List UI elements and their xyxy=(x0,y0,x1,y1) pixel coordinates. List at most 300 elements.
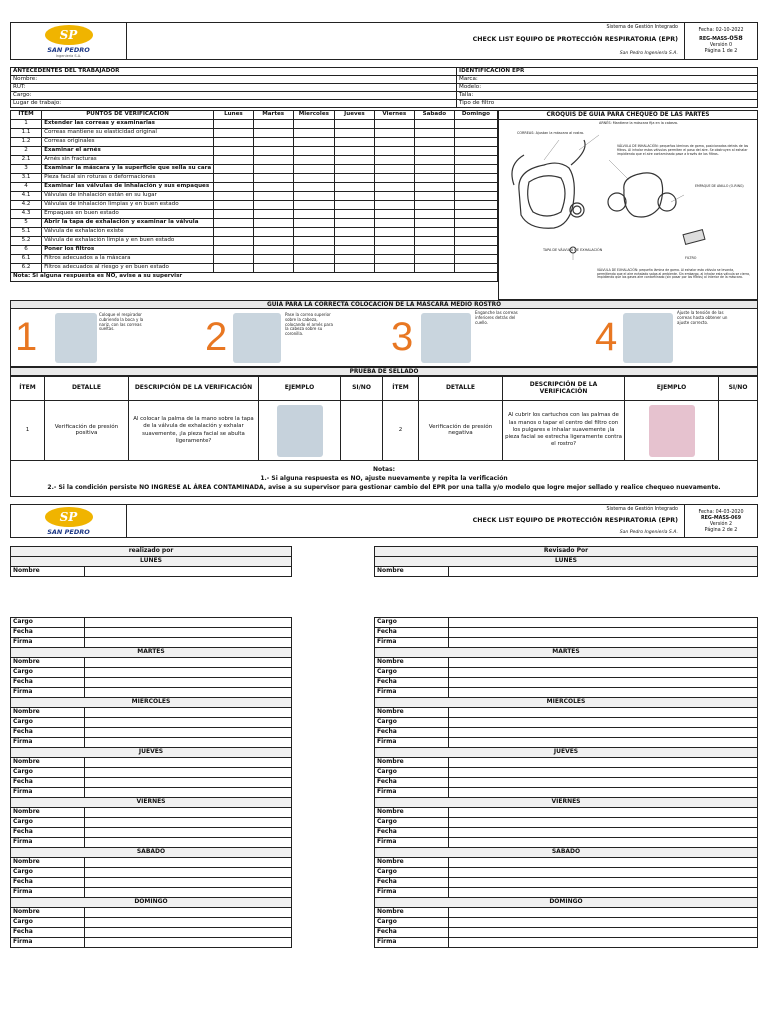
sign-left-firma-label: Firma xyxy=(11,888,85,898)
sign-right-nombre-label: Nombre xyxy=(375,758,449,768)
checklist-day-cell[interactable] xyxy=(374,192,414,201)
sign-left-firma-field[interactable] xyxy=(85,888,292,898)
sign-right-lunes-fecha-field[interactable] xyxy=(449,628,758,638)
col-sunday: Domingo xyxy=(454,111,497,120)
checklist-day-cell[interactable] xyxy=(214,183,254,192)
sign-left-fecha-label: Fecha xyxy=(11,828,85,838)
checklist-day-cell[interactable] xyxy=(414,165,454,174)
checklist-day-cell[interactable] xyxy=(293,174,334,183)
checklist-day-cell[interactable] xyxy=(293,264,334,273)
logo-mark-2: SP xyxy=(45,507,93,527)
seal-header-row xyxy=(11,377,758,401)
epr-size-field[interactable]: Talla: xyxy=(457,92,758,100)
checklist-day-cell[interactable] xyxy=(454,147,497,156)
checklist-day-cell[interactable] xyxy=(454,183,497,192)
doc-code-number: 058 xyxy=(729,34,743,42)
checklist-item-text: Válvulas de inhalación limpias y en buen estado xyxy=(42,201,214,210)
sign-right-firma-label: Firma xyxy=(375,688,449,698)
checklist-day-cell[interactable] xyxy=(335,147,375,156)
checklist-item-text: Poner los filtros xyxy=(42,246,214,255)
checklist-day-cell[interactable] xyxy=(374,147,414,156)
sign-right-cargo-label: Cargo xyxy=(375,668,449,678)
sign-right-firma-field[interactable] xyxy=(449,688,758,698)
checklist-day-cell[interactable] xyxy=(293,210,334,219)
checklist-day-cell[interactable] xyxy=(253,228,293,237)
checklist-item-text: Examinar el arnés xyxy=(42,147,214,156)
seal-example-1 xyxy=(259,401,341,461)
checklist-day-cell[interactable] xyxy=(253,219,293,228)
sign-right-lunes-fecha-label: Fecha xyxy=(375,628,449,638)
sign-right-cargo-field[interactable] xyxy=(449,718,758,728)
checklist-row xyxy=(11,138,498,147)
sign-right-firma-label: Firma xyxy=(375,788,449,798)
sign-left-title: realizado por xyxy=(11,547,292,557)
checklist-day-cell[interactable] xyxy=(253,210,293,219)
sign-right-nombre-field[interactable] xyxy=(449,908,758,918)
sign-left-nombre-field[interactable] xyxy=(85,708,292,718)
sign-right-fecha-label: Fecha xyxy=(375,678,449,688)
checklist-day-cell[interactable] xyxy=(293,138,334,147)
checklist-day-cell[interactable] xyxy=(214,228,254,237)
sign-right-fecha-label: Fecha xyxy=(375,778,449,788)
checklist-day-cell[interactable] xyxy=(335,219,375,228)
checklist-day-cell[interactable] xyxy=(214,138,254,147)
checklist-day-cell[interactable] xyxy=(374,165,414,174)
checklist-item-number: 2.1 xyxy=(11,156,42,165)
checklist-row xyxy=(11,237,498,246)
seal-notes-row xyxy=(11,461,758,497)
sign-left-cargo-field[interactable] xyxy=(85,868,292,878)
sign-left-lunes-name-field[interactable] xyxy=(85,567,292,577)
checklist-day-cell[interactable] xyxy=(214,174,254,183)
checklist-item-text: Válvulas de inhalación están en su lugar xyxy=(42,192,214,201)
checklist-day-cell[interactable] xyxy=(454,165,497,174)
worker-name-field[interactable]: Nombre: xyxy=(11,76,457,84)
checklist-day-cell[interactable] xyxy=(335,264,375,273)
sign-left-cargo-field[interactable] xyxy=(85,918,292,928)
sign-right-firma-field[interactable] xyxy=(449,788,758,798)
sign-right-fecha-field[interactable] xyxy=(449,778,758,788)
sign-right-nombre-field[interactable] xyxy=(449,808,758,818)
checklist-day-cell[interactable] xyxy=(414,129,454,138)
seal-col-item-1: ÍTEM xyxy=(11,377,45,401)
checklist-day-cell[interactable] xyxy=(253,255,293,264)
checklist-day-cell[interactable] xyxy=(335,129,375,138)
checklist-row xyxy=(11,228,498,237)
checklist-row xyxy=(11,156,498,165)
sign-left-fecha-label: Fecha xyxy=(11,928,85,938)
sign-left-column xyxy=(10,546,292,948)
checklist-day-cell[interactable] xyxy=(454,129,497,138)
checklist-day-cell[interactable] xyxy=(293,192,334,201)
sign-left-cargo-field[interactable] xyxy=(85,768,292,778)
checklist-row xyxy=(11,210,498,219)
checklist-day-cell[interactable] xyxy=(214,210,254,219)
checklist-day-cell[interactable] xyxy=(293,165,334,174)
mask-outline-left xyxy=(512,140,585,228)
checklist-row xyxy=(11,255,498,264)
sign-left-firma-label: Firma xyxy=(11,938,85,948)
checklist-day-cell[interactable] xyxy=(253,156,293,165)
seal-notes xyxy=(11,461,758,497)
sign-right-fecha-label: Fecha xyxy=(375,928,449,938)
checklist-day-cell[interactable] xyxy=(293,147,334,156)
checklist-item-number: 4.1 xyxy=(11,192,42,201)
checklist-day-cell[interactable] xyxy=(454,120,497,129)
epr-filter-field[interactable]: Tipo de filtro xyxy=(457,100,758,108)
col-saturday: Sabado xyxy=(414,111,454,120)
checklist-day-cell[interactable] xyxy=(253,183,293,192)
checklist-day-cell[interactable] xyxy=(454,237,497,246)
sign-right-nombre-label: Nombre xyxy=(375,908,449,918)
checklist-day-cell[interactable] xyxy=(214,120,254,129)
sign-right-firma-field[interactable] xyxy=(449,938,758,948)
checklist-item-text: Abrir la tapa de exhalación y examinar la válvula xyxy=(42,219,214,228)
label-straps: CORREAS: Ajustan la máscara al rostro. xyxy=(517,131,585,135)
checklist-item-number: 1.1 xyxy=(11,129,42,138)
sign-left-lunes-firma-field[interactable] xyxy=(85,638,292,648)
checklist-day-cell[interactable] xyxy=(293,255,334,264)
seal-answer-2[interactable] xyxy=(719,401,758,461)
sign-left-fecha-field[interactable] xyxy=(85,828,292,838)
checklist-day-cell[interactable] xyxy=(414,192,454,201)
checklist-day-cell[interactable] xyxy=(454,264,497,273)
sign-right-day-header: JUEVES xyxy=(375,748,758,758)
checklist-day-cell[interactable] xyxy=(374,228,414,237)
sign-left-nombre-field[interactable] xyxy=(85,658,292,668)
doc-code-2: REG-MASS-069 xyxy=(700,515,742,521)
sign-right-lunes-cargo-field[interactable] xyxy=(449,618,758,628)
company-logo xyxy=(11,23,127,59)
checklist-day-cell[interactable] xyxy=(253,165,293,174)
checklist-row xyxy=(11,192,498,201)
checklist-day-cell[interactable] xyxy=(335,246,375,255)
sign-right-fecha-field[interactable] xyxy=(449,828,758,838)
sign-left-firma-field[interactable] xyxy=(85,938,292,948)
checklist-day-cell[interactable] xyxy=(335,192,375,201)
checklist-day-cell[interactable] xyxy=(335,138,375,147)
epr-brand-field[interactable]: Marca: xyxy=(457,76,758,84)
checklist-day-cell[interactable] xyxy=(214,192,254,201)
checklist-day-cell[interactable] xyxy=(374,264,414,273)
step-3-text: Enganche las correas inferiores detrás del cuello. xyxy=(475,310,518,325)
label-harness: ARNÉS: Mantiene la máscara fija en la cabeza. xyxy=(599,121,679,125)
checklist-day-cell[interactable] xyxy=(214,255,254,264)
checklist-day-cell[interactable] xyxy=(253,192,293,201)
checklist-day-cell[interactable] xyxy=(214,147,254,156)
sign-right-cargo-field[interactable] xyxy=(449,768,758,778)
checklist-day-cell[interactable] xyxy=(414,219,454,228)
sign-left-firma-label: Firma xyxy=(11,688,85,698)
sign-right-nombre-field[interactable] xyxy=(449,708,758,718)
checklist-day-cell[interactable] xyxy=(374,219,414,228)
seal-col-detail-2: DETALLE xyxy=(419,377,503,401)
checklist-day-cell[interactable] xyxy=(374,138,414,147)
sign-left-firma-field[interactable] xyxy=(85,788,292,798)
sign-left-cargo-label: Cargo xyxy=(11,818,85,828)
sign-left-nombre-field[interactable] xyxy=(85,908,292,918)
page2-header xyxy=(10,504,758,538)
label-inhalation-valve: VÁLVULA DE INHALACIÓN: pequeños láminas de goma, posicionadas detrás de los filtros. Al inhalar estas válvulas permiten el paso del aire. Se obstruyen al exhalar impidiendo que el aire contaminado pase a través de los filtros. xyxy=(617,144,749,156)
checklist-day-cell[interactable] xyxy=(414,246,454,255)
checklist-day-cell[interactable] xyxy=(454,210,497,219)
checklist-day-cell[interactable] xyxy=(253,264,293,273)
sign-right-fecha-field[interactable] xyxy=(449,928,758,938)
sign-left-lunes-firma-label: Firma xyxy=(11,638,85,648)
sign-table-right-cont xyxy=(374,617,758,948)
checklist-day-cell[interactable] xyxy=(454,192,497,201)
checklist-item-number: 4 xyxy=(11,183,42,192)
sign-right-firma-field[interactable] xyxy=(449,838,758,848)
parts-sketch xyxy=(498,110,758,300)
checklist-day-cell[interactable] xyxy=(293,237,334,246)
checklist-day-cell[interactable] xyxy=(414,228,454,237)
checklist-day-cell[interactable] xyxy=(374,129,414,138)
checklist-day-cell[interactable] xyxy=(454,174,497,183)
document-title: CHECK LIST EQUIPO DE PROTECCIÓN RESPIRATORIA (EPR) xyxy=(472,36,678,43)
epr-model-field[interactable]: Modelo: xyxy=(457,84,758,92)
checklist-item-text: Correas originales xyxy=(42,138,214,147)
checklist-day-cell[interactable] xyxy=(293,129,334,138)
sign-left-fecha-field[interactable] xyxy=(85,778,292,788)
checklist-day-cell[interactable] xyxy=(374,255,414,264)
sign-left-cargo-field[interactable] xyxy=(85,818,292,828)
checklist-day-cell[interactable] xyxy=(335,201,375,210)
checklist-day-cell[interactable] xyxy=(414,174,454,183)
checklist-row xyxy=(11,219,498,228)
checklist-day-cell[interactable] xyxy=(253,237,293,246)
checklist-day-cell[interactable] xyxy=(454,156,497,165)
checklist-day-cell[interactable] xyxy=(253,201,293,210)
worker-place-field[interactable]: Lugar de trabajo: xyxy=(11,100,457,108)
checklist-day-cell[interactable] xyxy=(335,165,375,174)
checklist-day-cell[interactable] xyxy=(293,246,334,255)
checklist-day-cell[interactable] xyxy=(293,183,334,192)
sign-left-firma-field[interactable] xyxy=(85,738,292,748)
checklist-day-cell[interactable] xyxy=(414,255,454,264)
checklist-day-cell[interactable] xyxy=(214,246,254,255)
checklist-day-cell[interactable] xyxy=(374,237,414,246)
seal-col-desc-2: DESCRIPCIÓN DE LA VERIFICACIÓN xyxy=(503,377,625,401)
checklist-day-cell[interactable] xyxy=(374,210,414,219)
checklist-day-cell[interactable] xyxy=(335,183,375,192)
checklist-day-cell[interactable] xyxy=(454,219,497,228)
checklist-day-cell[interactable] xyxy=(214,237,254,246)
checklist-day-cell[interactable] xyxy=(414,138,454,147)
sign-left-fecha-label: Fecha xyxy=(11,678,85,688)
checklist-day-cell[interactable] xyxy=(335,156,375,165)
checklist-day-cell[interactable] xyxy=(454,228,497,237)
checklist-day-cell[interactable] xyxy=(253,174,293,183)
checklist-day-cell[interactable] xyxy=(293,219,334,228)
sign-left-day-lunes: LUNES xyxy=(11,557,292,567)
checklist-day-cell[interactable] xyxy=(454,255,497,264)
checklist-day-cell[interactable] xyxy=(253,129,293,138)
checklist-day-cell[interactable] xyxy=(293,201,334,210)
sign-left-day-header: MIERCOLES xyxy=(11,698,292,708)
verification-checklist xyxy=(10,110,498,282)
sign-right-lunes-name-field[interactable] xyxy=(449,567,758,577)
sign-right-cargo-label: Cargo xyxy=(375,768,449,778)
sign-right-nombre-label: Nombre xyxy=(375,658,449,668)
worker-rut-field[interactable]: RUT: xyxy=(11,84,457,92)
checklist-day-cell[interactable] xyxy=(214,264,254,273)
checklist-row xyxy=(11,120,498,129)
seal-example-2 xyxy=(625,401,719,461)
sign-right-firma-field[interactable] xyxy=(449,888,758,898)
sign-left-nombre-field[interactable] xyxy=(85,758,292,768)
seal-desc-1: Al colocar la palma de la mano sobre la tapa de la válvula de exhalación y exhalar suavemente, ¡la pieza facial se abulta ligeramente? xyxy=(129,401,259,461)
sign-right-day-header: SABADO xyxy=(375,848,758,858)
document-title-2: CHECK LIST EQUIPO DE PROTECCIÓN RESPIRATORIA (EPR) xyxy=(472,517,678,524)
system-name-2: Sistema de Gestión Integrado xyxy=(606,507,678,512)
checklist-day-cell[interactable] xyxy=(414,120,454,129)
guide-panel xyxy=(10,309,758,367)
checklist-note: Nota: Si alguna respuesta es NO, avise a su supervisr xyxy=(11,273,498,282)
checklist-day-cell[interactable] xyxy=(414,201,454,210)
sign-right-cargo-field[interactable] xyxy=(449,918,758,928)
step-1-photo xyxy=(55,313,97,363)
sign-left-fecha-field[interactable] xyxy=(85,678,292,688)
checklist-day-cell[interactable] xyxy=(335,210,375,219)
sign-right-firma-field[interactable] xyxy=(449,738,758,748)
sign-right-nombre-field[interactable] xyxy=(449,858,758,868)
step-3-photo xyxy=(421,313,471,363)
logo-name-2: SAN PEDRO xyxy=(47,527,90,536)
sign-left-fecha-field[interactable] xyxy=(85,928,292,938)
sign-right-nombre-field[interactable] xyxy=(449,758,758,768)
logo-subtitle: Ingeniería S.A. xyxy=(55,53,82,58)
checklist-day-cell[interactable] xyxy=(454,138,497,147)
checklist-day-cell[interactable] xyxy=(293,120,334,129)
sign-left-nombre-label: Nombre xyxy=(11,858,85,868)
checklist-day-cell[interactable] xyxy=(293,156,334,165)
sign-left-cargo-field[interactable] xyxy=(85,668,292,678)
checklist-day-cell[interactable] xyxy=(293,228,334,237)
checklist-day-cell[interactable] xyxy=(335,255,375,264)
sign-right-lunes-firma-field[interactable] xyxy=(449,638,758,648)
sign-left-firma-field[interactable] xyxy=(85,838,292,848)
worker-position-field[interactable]: Cargo: xyxy=(11,92,457,100)
document-meta xyxy=(685,23,757,59)
sign-right-fecha-field[interactable] xyxy=(449,678,758,688)
checklist-day-cell[interactable] xyxy=(253,138,293,147)
checklist-day-cell[interactable] xyxy=(414,156,454,165)
sign-right-fecha-field[interactable] xyxy=(449,878,758,888)
sign-left-cargo-field[interactable] xyxy=(85,718,292,728)
checklist-item-text: Correas mantiene su elasticidad original xyxy=(42,129,214,138)
sign-right-day-header: VIERNES xyxy=(375,798,758,808)
checklist-item-text: Válvula de exhalación limpia y en buen estado xyxy=(42,237,214,246)
checklist-day-cell[interactable] xyxy=(214,165,254,174)
checklist-day-cell[interactable] xyxy=(214,219,254,228)
sign-right-cargo-field[interactable] xyxy=(449,818,758,828)
checklist-item-text: Filtros adecuados al riesgo y en buen estado xyxy=(42,264,214,273)
checklist-row xyxy=(11,174,498,183)
checklist-day-cell[interactable] xyxy=(335,120,375,129)
checklist-day-cell[interactable] xyxy=(414,264,454,273)
company-logo-2 xyxy=(11,505,127,537)
seal-answer-1[interactable] xyxy=(341,401,383,461)
col-points: PUNTOS DE VERIFICACIÓN xyxy=(42,111,214,120)
sign-table-right xyxy=(374,546,758,577)
checklist-day-cell[interactable] xyxy=(253,120,293,129)
sign-left-fecha-label: Fecha xyxy=(11,878,85,888)
checklist-day-cell[interactable] xyxy=(374,156,414,165)
checklist-item-number: 2 xyxy=(11,147,42,156)
seal-col-sino-2: SI/NO xyxy=(719,377,758,401)
sign-left-nombre-field[interactable] xyxy=(85,858,292,868)
checklist-day-cell[interactable] xyxy=(374,120,414,129)
checklist-day-cell[interactable] xyxy=(374,174,414,183)
step-4-text: Ajuste la tensión de las correas hasta obtener un ajuste correcto. xyxy=(677,310,728,325)
checklist-day-cell[interactable] xyxy=(414,210,454,219)
checklist-day-cell[interactable] xyxy=(335,237,375,246)
sign-right-fecha-label: Fecha xyxy=(375,828,449,838)
sign-right-lunes-firma-label: Firma xyxy=(375,638,449,648)
sign-left-fecha-field[interactable] xyxy=(85,878,292,888)
step-2-number: 2 xyxy=(205,315,228,359)
checklist-day-cell[interactable] xyxy=(335,174,375,183)
sign-left-cargo-label: Cargo xyxy=(11,868,85,878)
checklist-day-cell[interactable] xyxy=(374,183,414,192)
col-wednesday: Miercoles xyxy=(293,111,334,120)
sign-right-lunes-cargo-label: Cargo xyxy=(375,618,449,628)
checklist-day-cell[interactable] xyxy=(414,183,454,192)
checklist-day-cell[interactable] xyxy=(335,228,375,237)
checklist-item-number: 6.2 xyxy=(11,264,42,273)
checklist-day-cell[interactable] xyxy=(454,201,497,210)
sketch-title: CROQUIS DE GUIA PARA CHEQUEO DE LAS PARTES xyxy=(499,111,757,120)
sign-left-lunes-cargo-field[interactable] xyxy=(85,618,292,628)
sign-left-day-header: SABADO xyxy=(11,848,292,858)
sign-left-lunes-cargo-label: Cargo xyxy=(11,618,85,628)
sign-left-lunes-fecha-field[interactable] xyxy=(85,628,292,638)
checklist-day-cell[interactable] xyxy=(214,129,254,138)
checklist-day-cell[interactable] xyxy=(454,246,497,255)
seal-col-example-1: EJEMPLO xyxy=(259,377,341,401)
step-1-number: 1 xyxy=(15,315,38,359)
checklist-day-cell[interactable] xyxy=(414,237,454,246)
checklist-day-cell[interactable] xyxy=(253,246,293,255)
seal-example-2-photo xyxy=(649,405,695,457)
sign-right-cargo-field[interactable] xyxy=(449,868,758,878)
checklist-day-cell[interactable] xyxy=(414,147,454,156)
checklist-day-cell[interactable] xyxy=(214,201,254,210)
checklist-day-cell[interactable] xyxy=(253,147,293,156)
checklist-day-cell[interactable] xyxy=(214,156,254,165)
sign-right-cargo-field[interactable] xyxy=(449,668,758,678)
checklist-day-cell[interactable] xyxy=(374,246,414,255)
sign-left-fecha-label: Fecha xyxy=(11,778,85,788)
checklist-row xyxy=(11,165,498,174)
epr-section-title: IDENTIFICACIÓN EPR xyxy=(457,68,758,76)
checklist-item-number: 6.1 xyxy=(11,255,42,264)
sign-right-fecha-field[interactable] xyxy=(449,728,758,738)
sign-right-cargo-label: Cargo xyxy=(375,918,449,928)
sign-left-fecha-field[interactable] xyxy=(85,728,292,738)
logo-name: SAN PEDRO xyxy=(47,45,90,54)
sign-left-nombre-label: Nombre xyxy=(11,658,85,668)
col-tuesday: Martes xyxy=(253,111,293,120)
sign-right-nombre-field[interactable] xyxy=(449,658,758,668)
sign-left-cargo-label: Cargo xyxy=(11,918,85,928)
checklist-day-cell[interactable] xyxy=(374,201,414,210)
sign-left-nombre-field[interactable] xyxy=(85,808,292,818)
label-oring: EMPAQUE DE ANILLO (O-RING) xyxy=(695,184,744,188)
sign-left-firma-field[interactable] xyxy=(85,688,292,698)
doc-version: Versión 0 xyxy=(709,43,733,48)
